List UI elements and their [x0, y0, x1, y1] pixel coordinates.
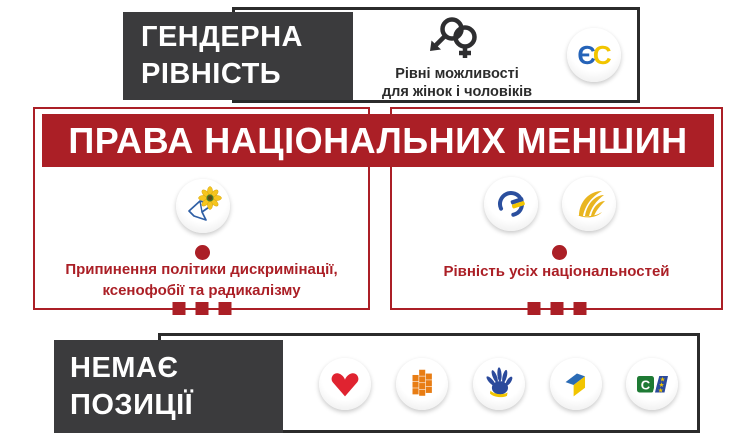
blue-yellow-cube-party-logo [550, 358, 602, 410]
es-logo-letter-ye: Є [577, 39, 595, 70]
svg-text:★: ★ [659, 376, 666, 384]
red-heart-party-logo [319, 358, 371, 410]
blue-hand-party-logo [473, 358, 525, 410]
gender-title-line2: РІВНІСТЬ [141, 58, 282, 90]
bullet-dot [195, 245, 210, 260]
card-bottom-squares [527, 302, 586, 315]
gender-title-line1: ГЕНДЕРНА [141, 21, 303, 53]
no-position-title-box [54, 340, 283, 433]
minorities-right-stance-text [392, 261, 721, 282]
gender-section-title-box [123, 12, 353, 100]
minorities-banner: ПРАВА НАЦІОНАЛЬНИХ МЕНШИН [42, 114, 714, 167]
es-party-logo [567, 28, 621, 82]
left-stance-line2: ксенофобії та радикалізму [102, 282, 301, 299]
dove-sunflower-party-logo [176, 179, 230, 233]
svg-text:★: ★ [658, 382, 665, 389]
right-stance-line1: Рівність усіх національностей [443, 263, 670, 280]
gender-stance-line1: Рівні можливості [395, 66, 519, 82]
green-c-eu-stars-party-logo [626, 358, 678, 410]
left-stance-line1: Припинення політики дискримінації, [65, 261, 338, 278]
es-logo-letter-s: С [592, 39, 611, 70]
blue-c-flag-party-logo [484, 177, 538, 231]
no-position-title-line1: НЕМАЄ [70, 351, 179, 384]
svg-text:★: ★ [657, 387, 664, 395]
no-position-title-line2: ПОЗИЦІЇ [70, 388, 194, 421]
gender-equality-icon [426, 12, 486, 64]
minorities-left-stance-text [35, 259, 368, 301]
gender-stance-line2: для жінок і чоловіків [381, 84, 533, 100]
orange-pixel-cross-party-logo [396, 358, 448, 410]
bullet-dot [552, 245, 567, 260]
golden-bird-party-logo [562, 177, 616, 231]
green-logo-letter: C [640, 377, 651, 393]
card-bottom-squares [172, 302, 231, 315]
gender-stance-text [357, 65, 557, 101]
